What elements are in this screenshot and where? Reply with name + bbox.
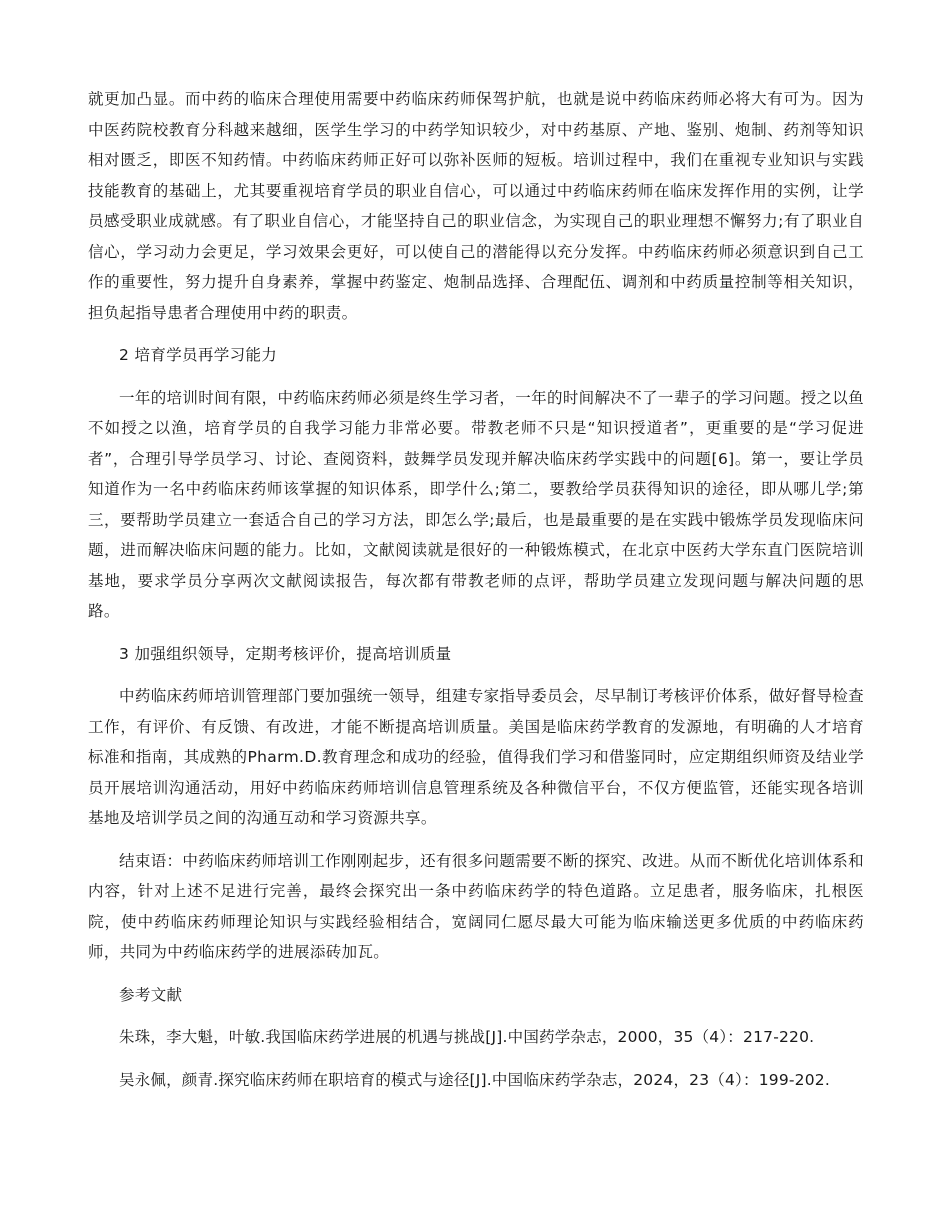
section-heading: 2 培育学员再学习能力: [119, 346, 278, 364]
body-paragraph: 一年的培训时间有限，中药临床药师必须是终生学习者，一年的时间解决不了一辈子的学习问题。授之以鱼不如授之以渔，培育学员的自我学习能力非常必要。带教老师不只是“知识授道者”，更重要的是“学习促进者”，合理引导学员学习、讨论、查阅资料，鼓舞学员发现并解决临床药学实践中的问题[6]。第一，要让学员知道作为一名中药临床药师该掌握的知识体系，即学什么;第二，要教给学员获得知识的途径，即从哪儿学;第三，要帮助学员建立一套适合自己的学习方法，即怎么学;最后，也是最重要的是在实践中锻炼学员发现临床问题，进而解决临床问题的能力。比如，文献阅读就是很好的一种锻炼模式，在北京中医药大学东直门医院培训基地，要求学员分享两次文献阅读报告，每次都有带教老师的点评，帮助学员建立发现问题与解决问题的思路。: [88, 388, 864, 620]
document-page: [88, 84, 864, 1095]
body-paragraph: 中药临床药师培训管理部门要加强统一领导，组建专家指导委员会，尽早制订考核评价体系，做好督导检查工作，有评价、有反馈、有改进，才能不断提高培训质量。美国是临床药学教育的发源地，有明确的人才培育标准和指南，其成熟的Pharm.D.教育理念和成功的经验，值得我们学习和借鉴同时，应定期组织师资及结业学员开展培训沟通活动，用好中药临床药师培训信息管理系统及各种微信平台，不仅方便监管，还能实现各培训基地及培训学员之间的沟通互动和学习资源共享。: [88, 687, 864, 827]
references-title: 参考文献: [119, 985, 183, 1004]
reference-item: 朱珠，李大魁，叶敏.我国临床药学进展的机遇与挑战[J].中国药学杂志，2000，35（4）：217-220.: [119, 1028, 815, 1046]
section-heading: 3 加强组织领导，定期考核评价，提高培训质量: [119, 644, 452, 663]
reference-item: 吴永佩，颜青.探究临床药师在职培育的模式与途径[J].中国临床药学杂志，2024，23（4）：199-202.: [119, 1070, 830, 1089]
conclusion-paragraph: 结束语：中药临床药师培训工作刚刚起步，还有很多问题需要不断的探究、改进。从而不断优化培训体系和内容，针对上述不足进行完善，最终会探究出一条中药临床药学的特色道路。立足患者，服务临床，扎根医院，使中药临床药师理论知识与实践经验相结合，宽阔同仁愿尽最大可能为临床输送更多优质的中药临床药师，共同为中药临床药学的进展添砖加瓦。: [88, 851, 864, 961]
body-paragraph: 就更加凸显。而中药的临床合理使用需要中药临床药师保驾护航，也就是说中药临床药师必将大有可为。因为中医药院校教育分科越来越细，医学生学习的中药学知识较少，对中药基原、产地、鉴别、炮制、药剂等知识相对匮乏，即医不知药情。中药临床药师正好可以弥补医师的短板。培训过程中，我们在重视专业知识与实践技能教育的基础上，尤其要重视培育学员的职业自信心，可以通过中药临床药师在临床发挥作用的实例，让学员感受职业成就感。有了职业自信心，才能坚持自己的职业信念，为实现自己的职业理想不懈努力;有了职业自信心，学习动力会更足，学习效果会更好，可以使自己的潜能得以充分发挥。中药临床药师必须意识到自己工作的重要性，努力提升自身素养，掌握中药鉴定、炮制品选择、合理配伍、调剂和中药质量控制等相关知识，担负起指导患者合理使用中药的职责。: [88, 90, 864, 322]
